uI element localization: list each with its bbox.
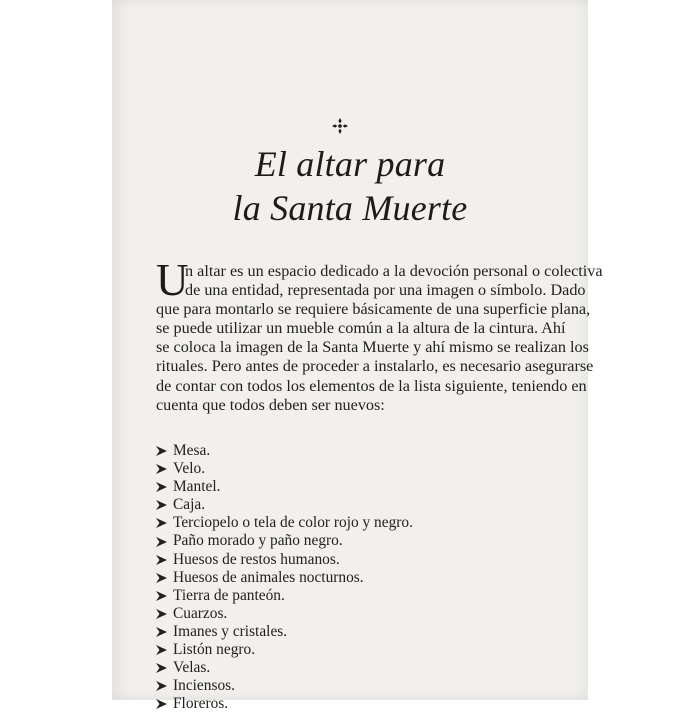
list-item (156, 677, 556, 695)
arrowhead-bullet-icon (156, 518, 167, 528)
arrowhead-bullet-icon (156, 537, 167, 547)
arrowhead-bullet-icon (156, 699, 167, 709)
paragraph-line: se puede utilizar un mueble común a la altura de la cintura. Ahí (156, 319, 566, 338)
arrowhead-bullet-icon (156, 573, 167, 583)
chapter-title-line-2: la Santa Muerte (232, 188, 468, 228)
paragraph-line: se coloca la imagen de la Santa Muerte y ahí mismo se realizan los (156, 338, 589, 357)
book-page (112, 0, 603, 713)
list-item (156, 659, 556, 677)
list-item (156, 641, 556, 659)
list-item-label: Mantel. (173, 478, 221, 496)
list-item (156, 695, 556, 713)
list-item-label: Listón negro. (173, 641, 256, 659)
arrowhead-bullet-icon (156, 609, 167, 619)
list-item-label: Cuarzos. (173, 604, 228, 622)
arrowhead-bullet-icon (156, 681, 167, 691)
paragraph-line: que para montarlo se requiere básicamente de una superficie plana, (156, 300, 591, 319)
arrowhead-bullet-icon (156, 663, 167, 673)
list-item-label: Velo. (173, 460, 206, 478)
paragraph-line: rituales. Pero antes de proceder a instalarlo, es necesario asegurarse (156, 357, 594, 376)
paragraph-line: de una entidad, representada por una imagen o símbolo. Dado (185, 281, 586, 300)
list-item-label: Tierra de panteón. (173, 586, 285, 604)
list-item (156, 460, 556, 478)
paragraph-line: de contar con todos los elementos de la lista siguiente, teniendo en (156, 376, 587, 395)
list-item (156, 587, 556, 605)
list-item (156, 496, 556, 514)
list-item (156, 478, 556, 496)
altar-items-list (156, 442, 556, 713)
list-item (156, 605, 556, 623)
paragraph-line: n altar es un espacio dedicado a la devoción personal o colectiva (185, 262, 603, 280)
list-item-label: Inciensos. (173, 677, 235, 695)
list-item (156, 442, 556, 460)
list-item-label: Mesa. (173, 442, 211, 459)
list-item (156, 532, 556, 550)
list-item-label: Huesos de animales nocturnos. (173, 568, 364, 586)
drop-cap: U (156, 255, 189, 305)
list-item-label: Huesos de restos humanos. (173, 550, 340, 568)
list-item-label: Floreros. (173, 695, 229, 713)
list-item (156, 514, 556, 532)
list-item (156, 623, 556, 641)
list-item-label: Caja. (173, 496, 206, 514)
arrowhead-bullet-icon (156, 446, 167, 456)
paragraph-line: cuenta que todos deben ser nuevos: (156, 395, 385, 414)
chapter-title (112, 142, 588, 230)
list-item (156, 569, 556, 587)
list-item-label: Velas. (173, 659, 211, 677)
arrowhead-bullet-icon (156, 627, 167, 637)
arrowhead-bullet-icon (156, 482, 167, 492)
list-item-label: Paño morado y paño negro. (173, 532, 343, 550)
arrowhead-bullet-icon (156, 555, 167, 565)
list-item-label: Terciopelo o tela de color rojo y negro. (173, 514, 413, 532)
list-item (156, 551, 556, 569)
arrowhead-bullet-icon (156, 645, 167, 655)
arrowhead-bullet-icon (156, 500, 167, 510)
arrowhead-bullet-icon (156, 464, 167, 474)
intro-paragraph (156, 262, 603, 415)
arrowhead-bullet-icon (156, 591, 167, 601)
list-item-label: Imanes y cristales. (173, 622, 288, 640)
cross-ornament-icon (330, 116, 350, 136)
chapter-title-line-1: El altar para (254, 144, 446, 184)
